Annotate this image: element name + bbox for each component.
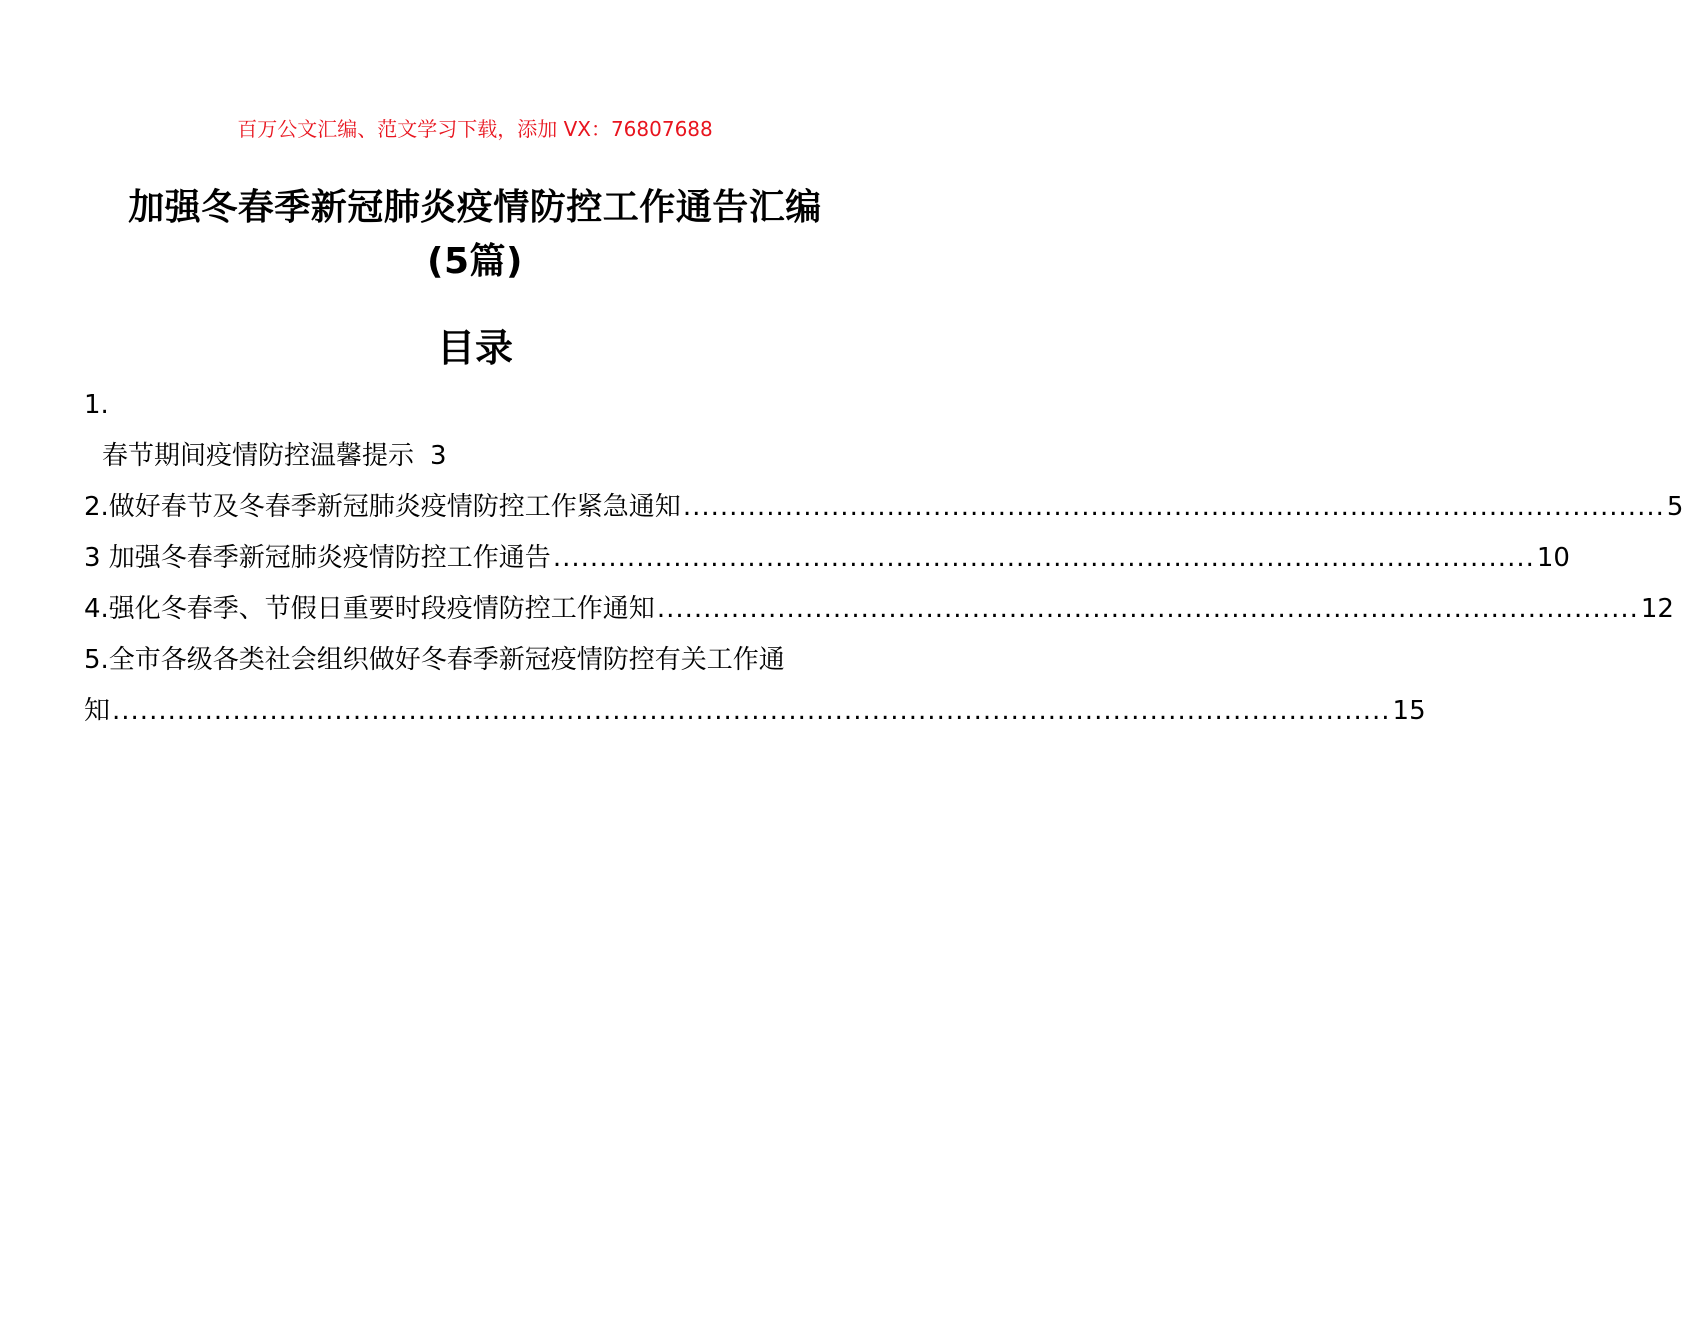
toc-leader-dots: ..........................................................................................................	[552, 543, 1535, 573]
toc-item-1[interactable]	[84, 431, 869, 482]
toc-item-3-page: 10	[1536, 543, 1570, 573]
toc-leader-dots: ..........................................................................................................	[656, 594, 1639, 624]
toc-leader-dots: ..........................................................................................................	[682, 492, 1665, 522]
toc-item-5-page: 15	[1392, 696, 1426, 726]
toc-item-5-line1[interactable]: 5.全市各级各类社会组织做好冬春季新冠疫情防控有关工作通	[84, 645, 785, 675]
toc-item-1-number[interactable]: 1.	[84, 390, 109, 420]
toc-item-4-label: 4.强化冬春季、节假日重要时段疫情防控工作通知	[84, 594, 655, 624]
document-title	[60, 185, 890, 285]
document-title-line1: 加强冬春季新冠肺炎疫情防控工作通告汇编	[128, 187, 822, 228]
toc-item-3-label: 3 加强冬春季新冠肺炎疫情防控工作通告	[84, 543, 551, 573]
toc-item-4[interactable]	[84, 584, 1674, 635]
document-title-line2: (5篇)	[427, 241, 523, 282]
toc-item-1-page: 3	[430, 441, 447, 471]
toc-item-5[interactable]	[84, 686, 1426, 737]
table-of-contents	[84, 380, 1683, 737]
toc-item-3[interactable]	[84, 533, 1570, 584]
header-note: 百万公文汇编、范文学习下载，添加 VX：76807688	[237, 117, 713, 141]
toc-item-2-page: 5	[1666, 492, 1683, 522]
toc-item-5-label-line2: 知	[84, 696, 111, 726]
toc-heading: 目录	[436, 326, 513, 370]
toc-item-2-label: 2.做好春节及冬春季新冠肺炎疫情防控工作紧急通知	[84, 492, 681, 522]
toc-item-2[interactable]	[84, 482, 1683, 533]
toc-leader-dots: ..........................................................................................................................................	[112, 696, 1391, 726]
toc-item-4-page: 12	[1640, 594, 1674, 624]
toc-item-1-label: 春节期间疫情防控温馨提示	[102, 441, 415, 471]
